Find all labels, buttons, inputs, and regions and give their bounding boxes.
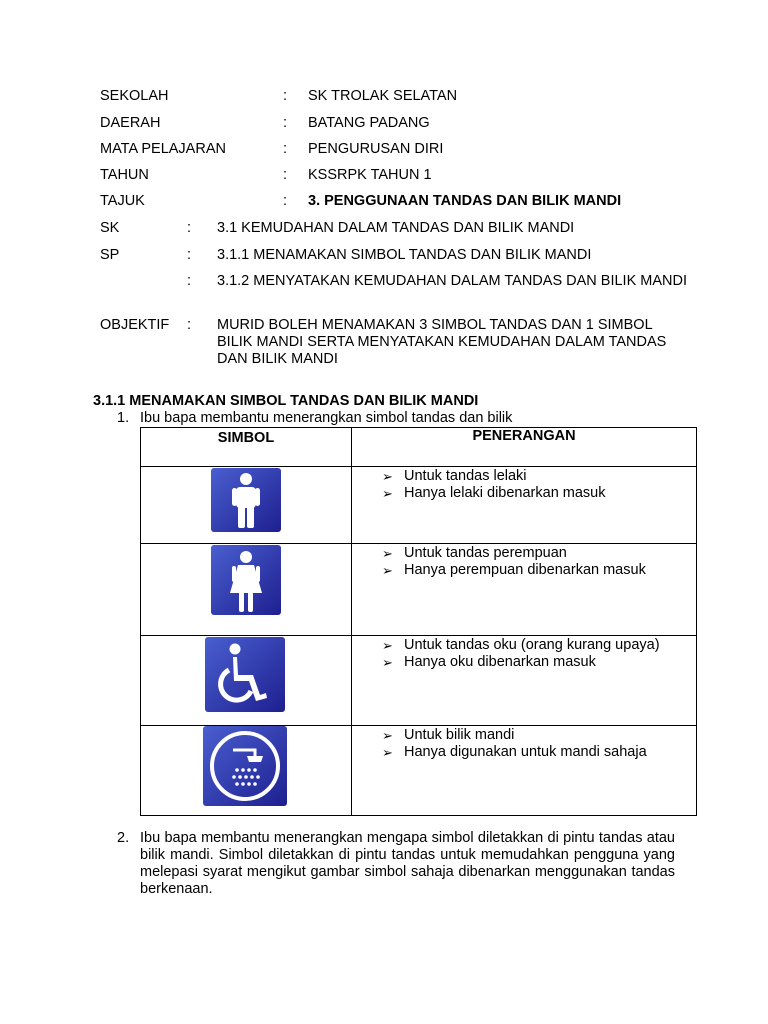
header-penerangan: PENERANGAN [352,428,697,467]
symbol-cell [141,544,352,636]
value-sk: 3.1 KEMUDAHAN DALAM TANDAS DAN BILIK MANDI [217,220,575,236]
shower-icon [203,726,287,806]
list-item: ➢ Hanya oku dibenarkan masuk [382,654,596,670]
section-heading: 3.1.1 MENAMAKAN SIMBOL TANDAS DAN BILIK MANDI [93,393,479,409]
list-item: ➢ Untuk tandas oku (orang kurang upaya) [382,637,660,653]
colon: : [187,317,192,333]
label-tahun: TAHUN [100,167,149,183]
description-cell [352,726,697,816]
header-simbol: SIMBOL [141,428,352,467]
value-daerah: BATANG PADANG [308,115,430,131]
list-item: ➢ Untuk bilik mandi [382,727,515,743]
colon: : [283,167,288,183]
item-1-number: 1. [117,410,130,426]
label-sp: SP [100,247,120,263]
description-cell [352,544,697,636]
list-item: ➢ Hanya perempuan dibenarkan masuk [382,562,646,578]
wheelchair-icon [205,637,285,712]
male-toilet-icon [211,468,281,532]
value-objektif: MURID BOLEH MENAMAKAN 3 SIMBOL TANDAS DAN 1 SIMBOL BILIK MANDI SERTA MENYATAKAN KEMUDAHAN DALAM TANDAS DAN BILIK MANDI [217,317,667,367]
symbol-cell [141,636,352,726]
value-sekolah: SK TROLAK SELATAN [308,88,458,104]
colon: : [187,247,192,263]
value-tahun: KSSRPK TAHUN 1 [308,167,432,183]
description-cell [352,636,697,726]
list-item: ➢ Untuk tandas lelaki [382,468,527,484]
list-item: ➢ Hanya lelaki dibenarkan masuk [382,485,606,501]
value-mata-pelajaran: PENGURUSAN DIRI [308,141,444,157]
item-2-number: 2. [117,830,130,846]
label-sekolah: SEKOLAH [100,88,169,104]
colon: : [283,193,288,209]
label-daerah: DAERAH [100,115,161,131]
list-item: ➢ Untuk tandas perempuan [382,545,567,561]
list-item: ➢ Hanya digunakan untuk mandi sahaja [382,744,647,760]
item-2-text: Ibu bapa membantu menerangkan mengapa simbol diletakkan di pintu tandas atau bilik mandi. Simbol diletakkan di pintu tandas untuk memudahkan pengguna yang melepasi syarat mengikut gambar simbol sahaja dibenarkan menggunakan tandas berkenaan. [140,830,675,897]
label-sk: SK [100,220,120,236]
colon: : [283,88,288,104]
label-tajuk: TAJUK [100,193,145,209]
symbol-cell [141,726,352,816]
label-objektif: OBJEKTIF [100,317,170,333]
value-sp: 3.1.1 MENAMAKAN SIMBOL TANDAS DAN BILIK MANDI [217,247,592,263]
colon: : [187,220,192,236]
symbol-cell [141,467,352,544]
colon: : [283,115,288,131]
symbol-table [140,427,697,816]
value-sp2: 3.1.2 MENYATAKAN KEMUDAHAN DALAM TANDAS DAN BILIK MANDI [217,273,688,289]
female-toilet-icon [211,545,281,615]
item-1-text: Ibu bapa membantu menerangkan simbol tandas dan bilik [140,410,513,426]
colon: : [187,273,192,289]
description-cell [352,467,697,544]
label-mata-pelajaran: MATA PELAJARAN [100,141,226,157]
value-tajuk: 3. PENGGUNAAN TANDAS DAN BILIK MANDI [308,193,622,209]
colon: : [283,141,288,157]
